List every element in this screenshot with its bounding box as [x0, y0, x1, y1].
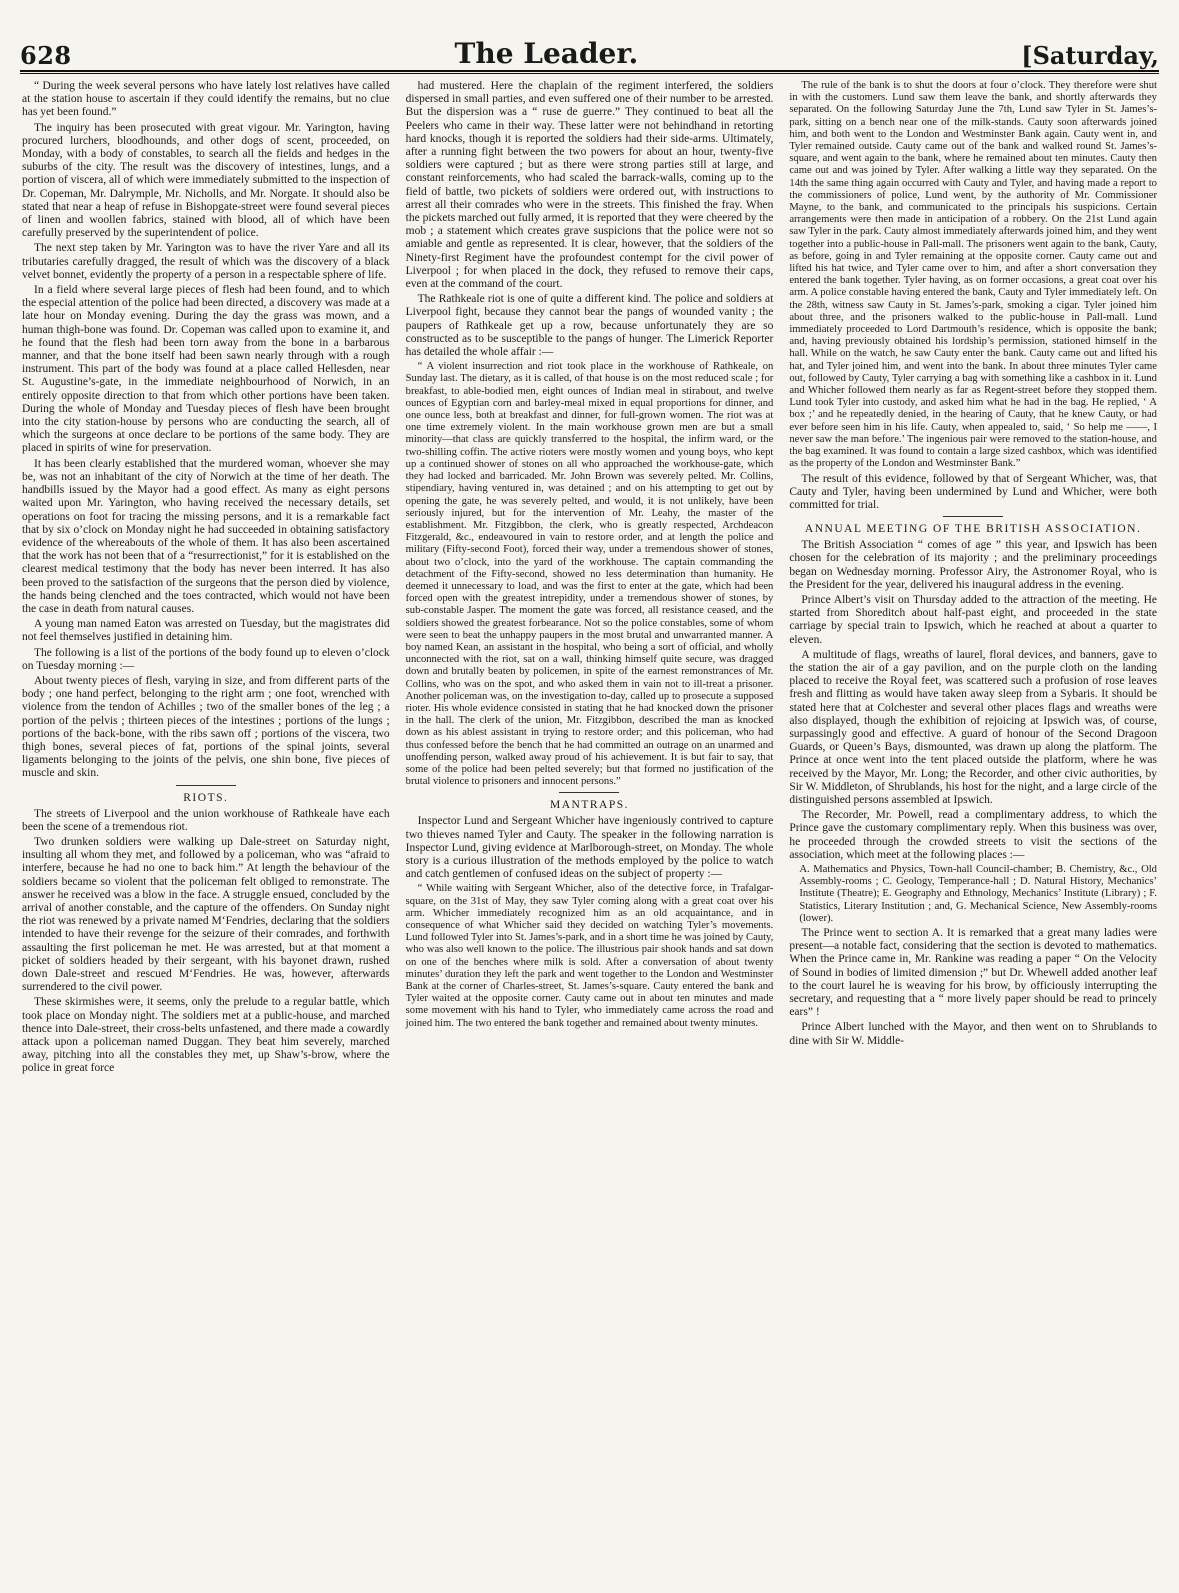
column-3	[787, 76, 1159, 1585]
sections-list	[789, 864, 1157, 925]
header-rule	[20, 70, 1159, 72]
page-header	[20, 30, 1159, 70]
paragraph: The streets of Liverpool and the union workhouse of Rathkeale have each been the scene of a tremendous riot.	[22, 807, 390, 833]
paragraph: had mustered. Here the chaplain of the regiment interfered, the soldiers dispersed in small parties, and even suffered one of their number to be arrested. But the dispersion was a “ ruse de guerre.” They continued to beat all the Peelers who came in their way. These latter were not behindhand in retorting hard knocks, though it is reported the soldiers had their side-arms. Ultimately, after a running fight between the two powers for about an hour, twenty-five soldiers were captured ; but as there were strong parties still at large, and constant reinforcements, who had scaled the barrack-walls, coming up to the field of battle, two pickets of soldiers were ordered out, with instructions to arrest all their comrades who were in the streets. This finished the fray. When the pickets marched out fully armed, it is reported that they were cheered by the mob ; a statement which creates grave suspicions that the police were not so amiable and gentle as represented. It is clear, however, that the soldiers of the Ninety-first Regiment have the profoundest contempt for the civil power of Liverpool ; for when placed in the dock, they refused to remove their caps, even at the command of the court.	[405, 80, 774, 291]
paragraph: It has been clearly established that the murdered woman, whoever she may be, was not an inhabitant of the city of Norwich at the time of her death. The handbills issued by the Mayor had a good effect. As many as eight persons waited upon Mr. Yarington, who having received the necessary details, set operations on foot for tracing the missing persons, and it is a remarkable fact that by six o’clock on Monday night he had succeeded in obtaining satisfactory evidence of the whereabouts of the whole of them. It has also been ascertained that the work has not been that of a “resurrectionist,” for it is established on the clearest medical testimony that the body has never been interred. It has also been proved to the satisfaction of the surgeons that the person died by violence, the hands being clenched and the toes contracted, which would not have been the case in death from natural causes.	[22, 457, 390, 615]
section-divider	[559, 792, 619, 793]
limerick-reporter-quote	[406, 361, 774, 788]
lund-evidence-quote	[406, 883, 774, 1029]
masthead-title: The Leader.	[454, 37, 639, 70]
paragraph: About twenty pieces of flesh, varying in size, and from different parts of the body ; one hand perfect, belonging to the right arm ; one foot, wrenched with violence from the tendon of Achilles ; two of the smaller bones of the leg ; a portion of the pelvis ; thirteen pieces of the intestines ; portions of the lungs ; portions of the back-bone, with the ribs sawn off ; portions of the viscera, two thigh bones, several pieces of fat, portions of the spinal joints, several ligaments belonging to the joints of the pelvis, one shin bone, five pieces of muscle and skin.	[22, 674, 390, 780]
header-rule-thin	[20, 73, 1159, 74]
quote-paragraph: “ While waiting with Sergeant Whicher, also of the detective force, in Trafalgar-square, on the 31st of May, they saw Tyler coming along with a great coat over his arm. Whicher immediately recognized him as an old acquaintance, and in consequence of what Whicher said they decided on watching Tyler’s movements. Lund followed Tyler into St. James’s-park, and in a short time he was joined by Cauty, who was also well known to the police. The illustrious pair shook hands and sat down on one of the benches where milk is sold. After a conversation of about twenty minutes’ duration they left the park and went together to the London and Westminster Bank at the corner of Charles-street, St. James’s-square. Cauty entered the bank and Tyler waited at the opposite corner. Cauty came out in about ten minutes and made some movement with his hand to Tyler, who immediately came across the road and joined him. The two entered the bank together and remained about twenty minutes.	[405, 883, 774, 1029]
paragraph: The Rathkeale riot is one of quite a different kind. The police and soldiers at Liverpool fight, because they cannot bear the pangs of wounded vanity ; the paupers of Rathkeale get up a row, because unfortunately they are so constructed as to be susceptible to the pangs of hunger. The Limerick Reporter has detailed the whole affair :—	[405, 293, 774, 359]
british-association-heading: ANNUAL MEETING OF THE BRITISH ASSOCIATION.	[804, 523, 1142, 536]
paragraph: The inquiry has been prosecuted with great vigour. Mr. Yarington, having procured lurchers, bloodhounds, and other dogs of scent, proceeded, on Monday, with a body of constables, to search all the fields and hedges in the suburbs of the city. The result was the discovery of intestines, lungs, and a portion of viscera, all of which were immediately submitted to the inspection of Dr. Copeman, Mr. Dalrymple, Mr. Nicholls, and Mr. Norgate. It should also be stated that near a heap of refuse in Bishopgate-street were found several pieces of linen and woollen fabrics, stained with blood, all of which have been carefully preserved by the superintendent of police.	[22, 121, 390, 240]
mantraps-heading: MANTRAPS.	[549, 799, 629, 812]
column-2	[404, 76, 776, 1585]
section-divider	[176, 785, 236, 786]
section-divider	[943, 516, 1003, 517]
paragraph: The next step taken by Mr. Yarington was to have the river Yare and all its tributaries carefully dragged, the result of which was the discovery of a black velvet bonnet, evidently the property of a person in a respectable sphere of life.	[22, 242, 390, 281]
paragraph: These skirmishes were, it seems, only the prelude to a regular battle, which took place on Monday night. The soldiers met at a public-house, and marched thence into Dale-street, their cross-belts unfastened, and there made a cowardly attack upon a policeman named Duggan. They beat him severely, marched away, pitching into all the constables they met, up Shaw’s-brow, where the police in great force	[22, 996, 390, 1075]
paragraph: “ During the week several persons who have lately lost relatives have called at the station house to ascertain if they could identify the remains, but no clue has yet been found.”	[22, 80, 390, 119]
paragraph: The Recorder, Mr. Powell, read a complimentary address, to which the Prince gave the customary complimentary reply. When this business was over, he proceeded through the crowded streets to visit the sections of the association, which meet at the following places :—	[789, 809, 1157, 861]
list-item: A. Mathematics and Physics, Town-hall Council-chamber; B. Chemistry, &c., Old Assembly-rooms ; C. Geology, Temperance-hall ; D. Natural History, Mechanics’ Institute (Theatre); E. Geography and Ethnology, Mechanics’ Institute (Library) ; F. Statistics, Literary Institution ; and, G. Mechanical Science, New Assembly-rooms (lower).	[799, 863, 1157, 924]
article-columns	[20, 76, 1159, 1585]
column-1	[20, 76, 392, 1585]
paragraph: The Prince went to section A. It is remarked that a great many ladies were present—a notable fact, considering that the section is devoted to mathematics. When the Prince came in, Mr. Rankine was reading a paper “ On the Velocity of Sound in bodies of limited dimension ;” but Dr. Whewell added another leaf to the court laurel he is weaving for his brow, by officiously interrupting the secretary, and requesting that a “ more lively paper should be read to princely ears” !	[789, 927, 1157, 1019]
paragraph: The British Association “ comes of age ” this year, and Ipswich has been chosen for the celebration of its majority ; and the preliminary proceedings began on Wednesday morning. Professor Airy, the Astronomer Royal, who is the President for the year, delivered his inaugural address in the evening.	[789, 539, 1157, 591]
paragraph: Inspector Lund and Sergeant Whicher have ingeniously contrived to capture two thieves named Tyler and Cauty. The speaker in the following narration is Inspector Lund, giving evidence at Marlborough-street, on Monday. The whole story is a curious illustration of the methods employed by the police to watch and catch gentlemen of confused ideas on the subject of property :—	[405, 815, 774, 881]
paragraph: The result of this evidence, followed by that of Sergeant Whicher, was, that Cauty and Tyler, having been undermined by Lund and Whicher, were both committed for trial.	[789, 472, 1157, 511]
dateline: [Saturday,	[1021, 41, 1159, 70]
paragraph: In a field where several large pieces of flesh had been found, and to which the especial attention of the police had been directed, a discovery was made at a late hour on Monday evening. During the day the grass was mown, and a human thigh-bone was found. Dr. Copeman was called upon to examine it, and he found that the flesh had been torn away from the bone in a barbarous manner, and that the bone itself had been sawn nearly through with a rough instrument. This part of the body was found at a place called Hellesden, near St. Augustine’s-gate, in the immediate neighbourhood of Norwich, in an entirely opposite direction to that from which other portions have been taken. During the whole of Monday and Tuesday pieces of flesh have been brought into the city station-house by persons who are conducting the search, all of which the surgeons at once declare to be portions of the same body. They are placed in spirits of wine for preservation.	[22, 284, 390, 455]
paragraph: The following is a list of the portions of the body found up to eleven o’clock on Tuesday morning :—	[22, 646, 390, 672]
lund-evidence-quote-continued	[789, 80, 1157, 471]
paragraph: A multitude of flags, wreaths of laurel, floral devices, and banners, gave to the station the air of a gay pavilion, and on the purple cloth on the landing placed to receive the Royal feet, was scattered such a profusion of rose leaves fresh and flitting as would have taken away sleep from a Sybaris. It should be stated here that at Colchester and several other places flags and wreaths were also displayed, though the exhibition of rejoicing at Ipswich was, of course, surpassingly good and effective. A guard of honour of the Second Dragoon Guards, or Queen’s Bays, dismounted, was drawn up along the platform. The Prince at once went into the tent placed outside the platform, where he was received by the Mayor, Mr. Long; the Recorder, and other civic authorities, by Sir W. Middleton, of Shrublands, his host for the night, and a large circle of the distinguished persons assembled at Ipswich.	[789, 648, 1157, 806]
paragraph: Prince Albert’s visit on Thursday added to the attraction of the meeting. He started from Shoreditch about half-past eight, and proceeded in the state carriage by special train to Ipswich, which he reached at about a quarter to eleven.	[789, 593, 1157, 646]
page-number: 628	[20, 41, 72, 70]
riots-heading: RIOTS.	[183, 791, 229, 804]
paragraph: Prince Albert lunched with the Mayor, and then went on to Shrublands to dine with Sir W. Middle-	[789, 1021, 1157, 1047]
quote-paragraph: “ A violent insurrection and riot took place in the workhouse of Rathkeale, on Sunday last. The dietary, as it is called, of that house is on the most reduced scale ; for breakfast, to able-bodied men, eight ounces of Indian meal in stirabout, and twelve ounces of Egyptian corn and barley-meal mixed in equal proportions for dinner, and one ounce less, both at breakfast and dinner, for full-grown women. The riot was at one time extremely violent. In the main workhouse grown men are but a small minority—that class are quickly transferred to the hospital, the infirm ward, or the two-shilling coffin. The active rioters were mostly women and young boys, who kept up a continued shower of stones on all who approached the workhouse-gate, which they had locked and barricaded. Mr. John Brown was severely pelted. Mr. Collins, stipendiary, having ventured in, was detained ; and on his attempting to get out by opening the gate, he was severely pelted, and would, it is not unlikely, have been seriously injured, but for the intervention of Mr. Leahy, the master of the establishment. Mr. Fitzgibbon, the clerk, who is greatly respected, Archdeacon Fitzgerald, &c., endeavoured in vain to restore order, and at length the police and military (Fifty-second Foot), forced their way, under a tremendous shower of stones, about two o’clock, into the yard of the workhouse. The captain commanding the detachment of the Fifty-second, showed no less determination than humanity. He deemed it unnecessary to load, and was the first to enter at the gate, which had been forced open with the greatest intrepidity, under a tremendous shower of stones, by sub-constable Jasper. The moment the gate was forced, all resistance ceased, and the soldiers showed the greatest forbearance. Not so the police constables, some of whom were seen to beat the unhappy paupers in the most brutal and unwarranted manner. A boy named Kean, an assistant in the hospital, who being a sort of official, and wholly unconnected with the riot, sat on a wall, thinking himself quite secure, was dragged down and brutally beaten by policemen, in spite of the earnest remonstrances of Mr. Collins, who was on the spot, and who asked them in vain not to ill-treat a prisoner. Another policeman was, on the investigation to-day, called up to prosecute a supposed rioter. His whole evidence consisted in stating that he had knocked down the prisoner in the hall. The clerk of the union, Mr. Fitzgibbon, described the man as knocked down as his ablest assistant in trying to restore order; and this policeman, who had thus confessed before the bench that he had committed an outrage on an unarmed and unoffending person, walked away proud of his achievement. It is but fair to say, that some of the police had been pelted severely; but that formed no justification of the brutal violence to prisoners and innocent persons.”	[405, 361, 774, 788]
quote-paragraph: The rule of the bank is to shut the doors at four o’clock. They therefore were shut in with the customers. Lund saw them leave the bank, and shortly afterwards they separated. On the following Saturday June the 7th, Lund saw Tyler in St. James’s-park, sitting on a bench near one of the milk-stands. Cauty soon afterwards joined him, and both went to the London and Westminster Bank again. Cauty went in, and Tyler remained outside. Cauty came out of the bank and walked round St. James’s-square, and went again to the bank, where he remained about ten minutes. Cauty then came out and was joined by Tyler. After walking a little way they separated. On the 14th the same thing again occurred with Cauty and Tyler, and having made a report to the commissioners of police, Lund went, by the authority of Mr. Commissioner Mayne, to the bank, and communicated to the principals his suspicions. Certain arrangements were then made in anticipation of a robbery. On the 21st Lund again saw Tyler in the park. Cauty almost immediately afterwards joined him, and they went together into a public-house in Pall-mall. The prisoners went again to the bank, Cauty, as before, going in and Tyler remaining at the opposite corner. Cauty came out and lifted his hat twice, and Tyler came over to him, and after a short conversation they entered the bank together. Tyler having, as on former occasions, a great coat over his arm. A police constable having entered the bank, Cauty and Tyler immediately left. On the 28th, witness saw Cauty in St. James’s-park, smoking a cigar. Tyler joined him about three, and the prisoners walked to the public-house in Pall-mall. Lund immediately proceeded to Lord Dartmouth’s residence, which is opposite the bank; and, having previously obtained his lordship’s permission, stationed himself in the hall. While on the watch, he saw Cauty enter the bank. Cauty came out and lifted his hat, and Tyler joined him, and went into the bank. In about three minutes Tyler came out, followed by Cauty, Tyler carrying a bag with something like a cashbox in it. Lund and Whicher followed them nearly as far as Regent-street before they stopped them. Lund took Tyler into custody, and asked him what he had in the bag. He replied, ‘ A box ;’ and he repeatedly denied, in the hearing of Cauty, that he knew Cauty, or had ever before seen him in his life. Cauty, when appealed to, said, ‘ So help me ——, I never saw the man before.’ The ingenious pair were removed to the station-house, and the bag examined. It was found to contain a large sized cashbox, which was identified as the property of the London and Westminster Bank.”	[789, 80, 1157, 470]
paragraph: Two drunken soldiers were walking up Dale-street on Saturday night, insulting all whom they met, and followed by a policeman, who was “afraid to interfere, because he had no one to back him.” At length the behaviour of the soldiers became so violent that the policeman felt obliged to remonstrate. The answer he received was a blow in the face. A struggle ensued, concluded by the arrival of another constable, and the capture of the offenders. On Sunday night the riot was renewed by a private named M‘Fendries, declaring that the soldiers intended to have their revenge for the seizure of their comrades, and forthwith assaulting the first policeman he met. He was arrested, but at that moment a picket of soldiers headed by their sergeant, with his bayonet drawn, rushed down Dale-street and rescued M‘Fendries. He was, however, afterwards surrendered to the civil power.	[22, 835, 390, 994]
paragraph: A young man named Eaton was arrested on Tuesday, but the magistrates did not feel themselves justified in detaining him.	[22, 618, 390, 644]
